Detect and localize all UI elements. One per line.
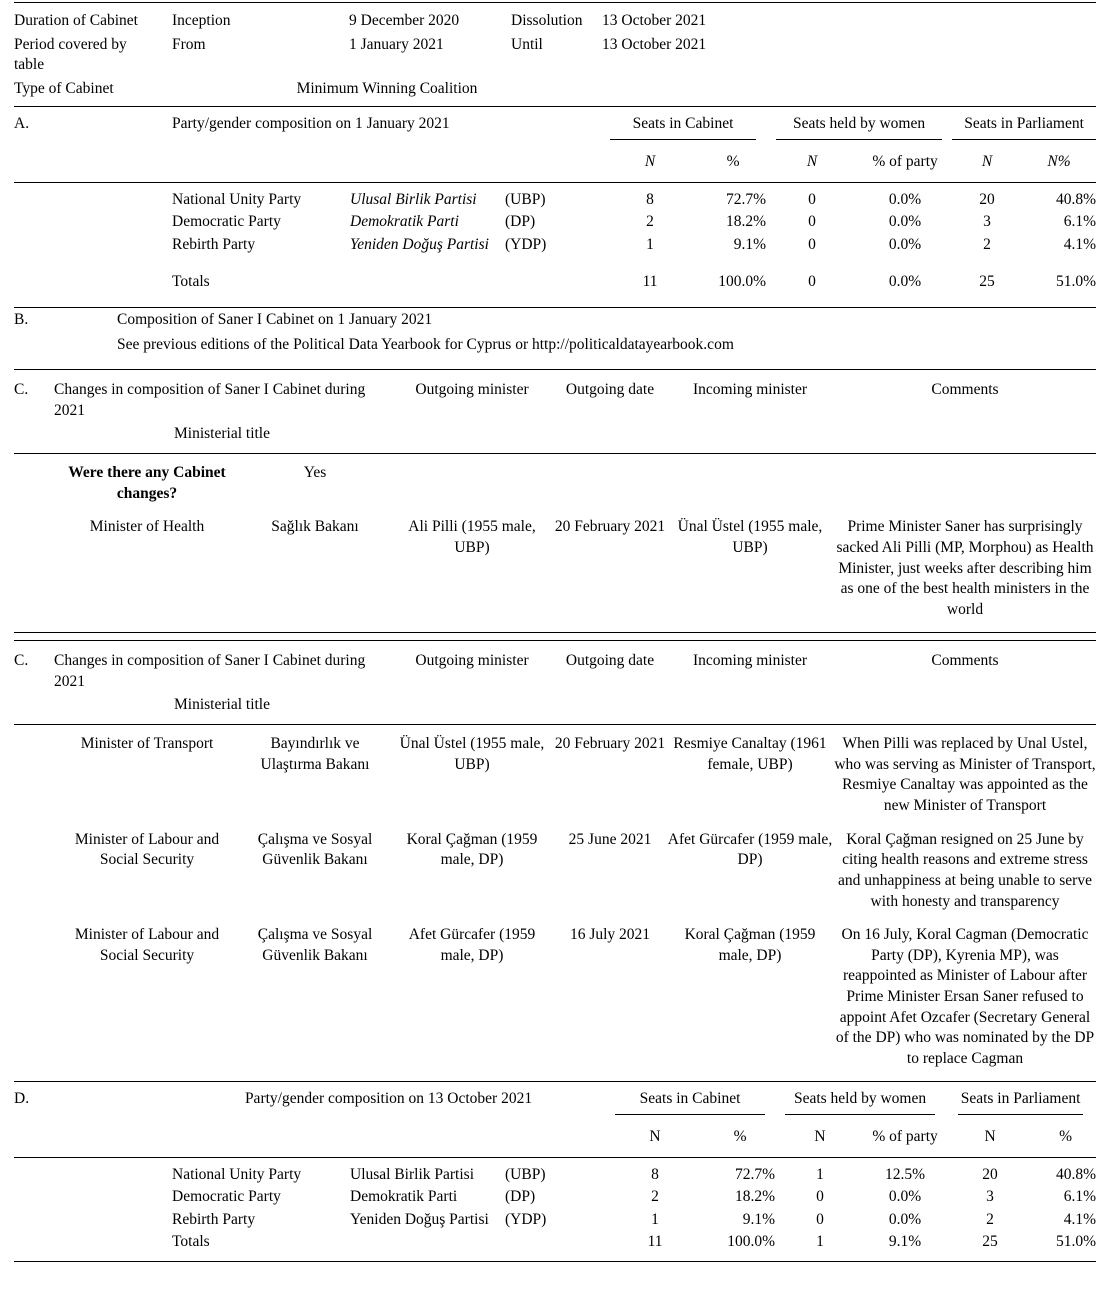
seats-cabinet-pct: 18.2% (734, 1188, 776, 1206)
seats-parliament-pct: 40.8% (1056, 190, 1097, 208)
seats-cabinet-n: 2 (646, 213, 654, 231)
party-abbr: (DP) (505, 1188, 536, 1206)
period-label: Period covered by table (14, 35, 127, 74)
col-header-parliament-n: N (952, 140, 1022, 182)
section-b-note-row (14, 333, 1096, 370)
section-b-title-row (14, 308, 1096, 333)
party-name-native: Ulusal Birlik Partisi (350, 190, 477, 208)
seats-cabinet-pct: 18.2% (725, 213, 767, 231)
section-c1-subheader-row (14, 423, 1096, 454)
change-comments: On 16 July, Koral Cagman (Democratic Party (DP), Kyrenia MP), was reappointed as Minister of Labour after Prime Minister Ersan Saner refused to appoint Afet Ozcafer (Secretary General of the DP) who was nominated by the DP to replace Cagman (835, 926, 1095, 1067)
section-b-note-text: See previous editions of the Political Data Yearbook for Cyprus or (117, 335, 532, 353)
col-header-women-n: N (775, 1115, 865, 1157)
top-rule (14, 2, 1096, 3)
seats-parliament-n: 2 (983, 235, 991, 253)
section-c2-header-row (14, 641, 1096, 693)
party-name-en: Rebirth Party (172, 235, 256, 253)
seats-women-pct: 0.0% (888, 213, 922, 231)
incoming-minister: Resmiye Canaltay (1961 female, UBP) (673, 735, 827, 773)
dissolution-label: Dissolution (511, 12, 583, 29)
section-a-table (14, 107, 1096, 307)
seats-parliament-n: 3 (983, 213, 991, 231)
section-a-letter: A. (14, 115, 30, 133)
incoming-minister: Koral Çağman (1959 male, DP) (684, 926, 816, 964)
outgoing-date: 16 July 2021 (569, 926, 651, 944)
ministerial-title-header: Ministerial title (54, 694, 390, 725)
outgoing-minister: Ali Pilli (1955 male, UBP) (408, 518, 536, 556)
meta-row-period (14, 34, 1096, 78)
section-c2-table (14, 641, 1096, 1081)
seats-women-n: 0 (808, 190, 816, 208)
section-a-header-row (14, 107, 1096, 140)
incoming-minister: Ünal Üstel (1955 male, UBP) (677, 518, 823, 556)
party-name-en: Democratic Party (172, 213, 281, 231)
seats-women-pct: 0.0% (888, 235, 922, 253)
party-name-en: Democratic Party (172, 1188, 281, 1206)
party-name-native: Yeniden Doğuş Partisi (350, 1210, 489, 1228)
seats-parliament-pct: 4.1% (1063, 235, 1097, 253)
col-header-outgoing-date: Outgoing date (565, 652, 655, 670)
seats-cabinet-pct: 9.1% (733, 235, 767, 253)
seats-cabinet-n: 8 (646, 190, 654, 208)
party-name-native: Demokratik Parti (350, 1188, 458, 1206)
ministerial-title-native: Bayındırlık ve Ulaştırma Bakanı (260, 735, 370, 773)
col-header-comments: Comments (931, 381, 999, 399)
party-row (14, 211, 1096, 234)
seats-parliament-pct: 40.8% (1056, 1165, 1097, 1183)
ministerial-title-en: Minister of Labour and Social Security (74, 926, 220, 964)
totals-parliament-n: 25 (979, 273, 995, 291)
meta-row-type (14, 78, 1096, 102)
section-c-letter: C. (14, 381, 29, 399)
minister-change-row (14, 725, 1096, 821)
section-b-table (14, 308, 1096, 369)
seats-women-n: 0 (808, 213, 816, 231)
party-name-en: National Unity Party (172, 190, 302, 208)
change-comments: Koral Çağman resigned on 25 June by citing health reasons and extreme stress and unhappiness at being unable to serve with honesty and transparency (838, 830, 1092, 910)
until-label: Until (511, 35, 543, 53)
cabinet-type-value: Minimum Winning Coalition (296, 79, 478, 97)
col-header-incoming-minister: Incoming minister (692, 652, 808, 670)
col-header-outgoing-minister: Outgoing minister (415, 381, 529, 399)
totals-women-pct: 9.1% (888, 1233, 922, 1251)
group-header-seats-held-by-women: Seats held by women (785, 1089, 935, 1115)
seats-women-n: 1 (816, 1165, 824, 1183)
party-name-native: Yeniden Doğuş Partisi (350, 235, 489, 253)
minister-change-row (14, 916, 1096, 1081)
section-d-title: Party/gender composition on 13 October 2021 (244, 1090, 533, 1108)
section-b-note (117, 333, 1096, 370)
group-header-seats-in-cabinet: Seats in Cabinet (610, 114, 756, 140)
cabinet-type-label: Type of Cabinet (14, 79, 114, 97)
cabinet-changes-question: Were there any Cabinet changes? (68, 464, 226, 502)
ministerial-title-native: Çalışma ve Sosyal Güvenlik Bakanı (257, 926, 373, 964)
seats-women-n: 0 (808, 235, 816, 253)
section-c1-header-row (14, 370, 1096, 422)
section-b-letter: B. (14, 311, 29, 329)
col-header-women-pct: % of party (858, 140, 952, 182)
totals-women-n: 0 (808, 273, 816, 291)
party-abbr: (DP) (505, 213, 536, 231)
party-name-en: Rebirth Party (172, 1210, 256, 1228)
party-row (14, 1186, 1096, 1209)
col-header-parliament-n: N (945, 1115, 1035, 1157)
totals-cabinet-pct: 100.0% (727, 1233, 776, 1251)
ministerial-title-en: Minister of Transport (80, 735, 214, 753)
col-header-incoming-minister: Incoming minister (692, 381, 808, 399)
col-header-comments: Comments (931, 652, 999, 670)
seats-women-pct: 12.5% (885, 1165, 926, 1183)
table-break-rule-top (14, 632, 1096, 633)
party-abbr: (UBP) (505, 1165, 546, 1183)
section-c-letter: C. (14, 652, 29, 670)
outgoing-minister: Afet Gürcafer (1959 male, DP) (408, 926, 536, 964)
duration-label: Duration of Cabinet (14, 12, 138, 29)
minister-change-row (14, 821, 1096, 916)
party-name-en: National Unity Party (172, 1165, 302, 1183)
group-header-seats-in-parliament: Seats in Parliament (958, 1089, 1083, 1115)
totals-parliament-n: 25 (982, 1233, 998, 1251)
seats-cabinet-n: 1 (651, 1210, 659, 1228)
col-header-cabinet-n: N (605, 1115, 705, 1157)
totals-cabinet-n: 11 (642, 273, 658, 291)
col-header-outgoing-minister: Outgoing minister (415, 652, 529, 670)
section-d-table (14, 1082, 1096, 1261)
section-c-title: Changes in composition of Saner I Cabinet during 2021 (54, 381, 366, 419)
section-c-title: Changes in composition of Saner I Cabinet during 2021 (54, 652, 366, 691)
politicaldatayearbook-link[interactable]: http://politicaldatayearbook.com (532, 335, 734, 353)
seats-women-n: 0 (816, 1188, 824, 1206)
section-c2-subheader-row (14, 694, 1096, 725)
col-header-cabinet-pct: % (705, 1115, 775, 1157)
section-d-colheader-row (14, 1115, 1096, 1157)
section-d-header-row (14, 1082, 1096, 1115)
until-value: 13 October 2021 (602, 35, 707, 53)
section-d-letter: D. (14, 1090, 30, 1108)
seats-women-n: 0 (816, 1210, 824, 1228)
party-abbr: (YDP) (505, 235, 547, 253)
seats-women-pct: 0.0% (888, 190, 922, 208)
totals-parliament-pct: 51.0% (1056, 273, 1097, 291)
section-b-title: Composition of Saner I Cabinet on 1 January 2021 (117, 311, 433, 329)
seats-parliament-pct: 6.1% (1063, 1188, 1097, 1206)
group-header-seats-held-by-women: Seats held by women (776, 114, 942, 140)
cabinet-meta-table (14, 10, 1096, 101)
ministerial-title-en: Minister of Health (89, 518, 205, 536)
col-header-cabinet-pct: % (700, 140, 766, 182)
seats-women-pct: 0.0% (888, 1188, 922, 1206)
group-header-seats-in-cabinet: Seats in Cabinet (615, 1089, 765, 1115)
seats-parliament-pct: 6.1% (1063, 213, 1097, 231)
group-header-seats-in-parliament: Seats in Parliament (952, 114, 1096, 140)
change-comments: Prime Minister Saner has surprisingly sacked Ali Pilli (MP, Morphou) as Health Minister, just weeks after describing him as one of the best health ministers in the world (836, 518, 1094, 618)
outgoing-minister: Koral Çağman (1959 male, DP) (406, 830, 538, 869)
cabinet-changes-answer: Yes (303, 464, 327, 482)
totals-label: Totals (172, 1233, 210, 1251)
col-header-parliament-pct: % (1035, 1115, 1096, 1157)
party-abbr: (UBP) (505, 190, 546, 208)
totals-cabinet-pct: 100.0% (718, 273, 767, 291)
party-row (14, 1209, 1096, 1232)
seats-parliament-n: 20 (979, 190, 995, 208)
inception-label: Inception (172, 12, 231, 29)
bottom-rule (14, 1261, 1096, 1262)
ministerial-title-header: Ministerial title (54, 423, 390, 454)
seats-cabinet-pct: 9.1% (742, 1210, 776, 1228)
party-name-native: Ulusal Birlik Partisi (350, 1165, 474, 1183)
totals-women-pct: 0.0% (888, 273, 922, 291)
outgoing-minister: Ünal Üstel (1955 male, UBP) (399, 735, 545, 773)
party-row (14, 1157, 1096, 1186)
outgoing-date: 20 February 2021 (554, 518, 666, 536)
col-header-women-pct: % of party (865, 1115, 945, 1157)
ministerial-title-native: Çalışma ve Sosyal Güvenlik Bakanı (257, 830, 373, 869)
seats-parliament-pct: 4.1% (1063, 1210, 1097, 1228)
party-abbr: (YDP) (505, 1210, 547, 1228)
from-label: From (172, 35, 206, 53)
col-header-women-n: N (766, 140, 858, 182)
col-header-outgoing-date: Outgoing date (565, 381, 655, 399)
seats-parliament-n: 20 (982, 1165, 998, 1183)
totals-row (14, 256, 1096, 307)
seats-cabinet-n: 2 (651, 1188, 659, 1206)
section-c1-table (14, 370, 1096, 632)
outgoing-date: 25 June 2021 (568, 830, 652, 848)
totals-row (14, 1231, 1096, 1261)
seats-cabinet-pct: 72.7% (725, 190, 767, 208)
from-value: 1 January 2021 (349, 35, 444, 53)
ministerial-title-en: Minister of Labour and Social Security (74, 830, 220, 869)
meta-row-duration (14, 10, 1096, 34)
totals-women-n: 1 (816, 1233, 824, 1251)
cabinet-changes-row (14, 454, 1096, 509)
outgoing-date: 20 February 2021 (554, 735, 666, 753)
dissolution-value: 13 October 2021 (602, 12, 707, 29)
totals-parliament-pct: 51.0% (1056, 1233, 1097, 1251)
seats-women-pct: 0.0% (888, 1210, 922, 1228)
seats-cabinet-n: 1 (646, 235, 654, 253)
seats-parliament-n: 3 (986, 1188, 994, 1206)
section-a-colheader-row (14, 140, 1096, 182)
change-comments: When Pilli was replaced by Unal Ustel, who was serving as Minister of Transport, Resmiye Canaltay was appointed as the new Minister of Transport (834, 735, 1096, 815)
inception-value: 9 December 2020 (349, 12, 460, 29)
seats-cabinet-pct: 72.7% (734, 1165, 776, 1183)
ministerial-title-native: Sağlık Bakanı (271, 518, 359, 536)
col-header-parliament-pct: N% (1022, 140, 1096, 182)
seats-parliament-n: 2 (986, 1210, 994, 1228)
party-row (14, 182, 1096, 211)
col-header-cabinet-n: N (600, 140, 700, 182)
party-name-native: Demokratik Parti (350, 213, 459, 231)
totals-label: Totals (172, 273, 210, 291)
party-row (14, 234, 1096, 257)
section-a-title: Party/gender composition on 1 January 2021 (172, 115, 450, 133)
totals-cabinet-n: 11 (647, 1233, 663, 1251)
incoming-minister: Afet Gürcafer (1959 male, DP) (667, 830, 833, 869)
minister-change-row (14, 508, 1096, 632)
seats-cabinet-n: 8 (651, 1165, 659, 1183)
